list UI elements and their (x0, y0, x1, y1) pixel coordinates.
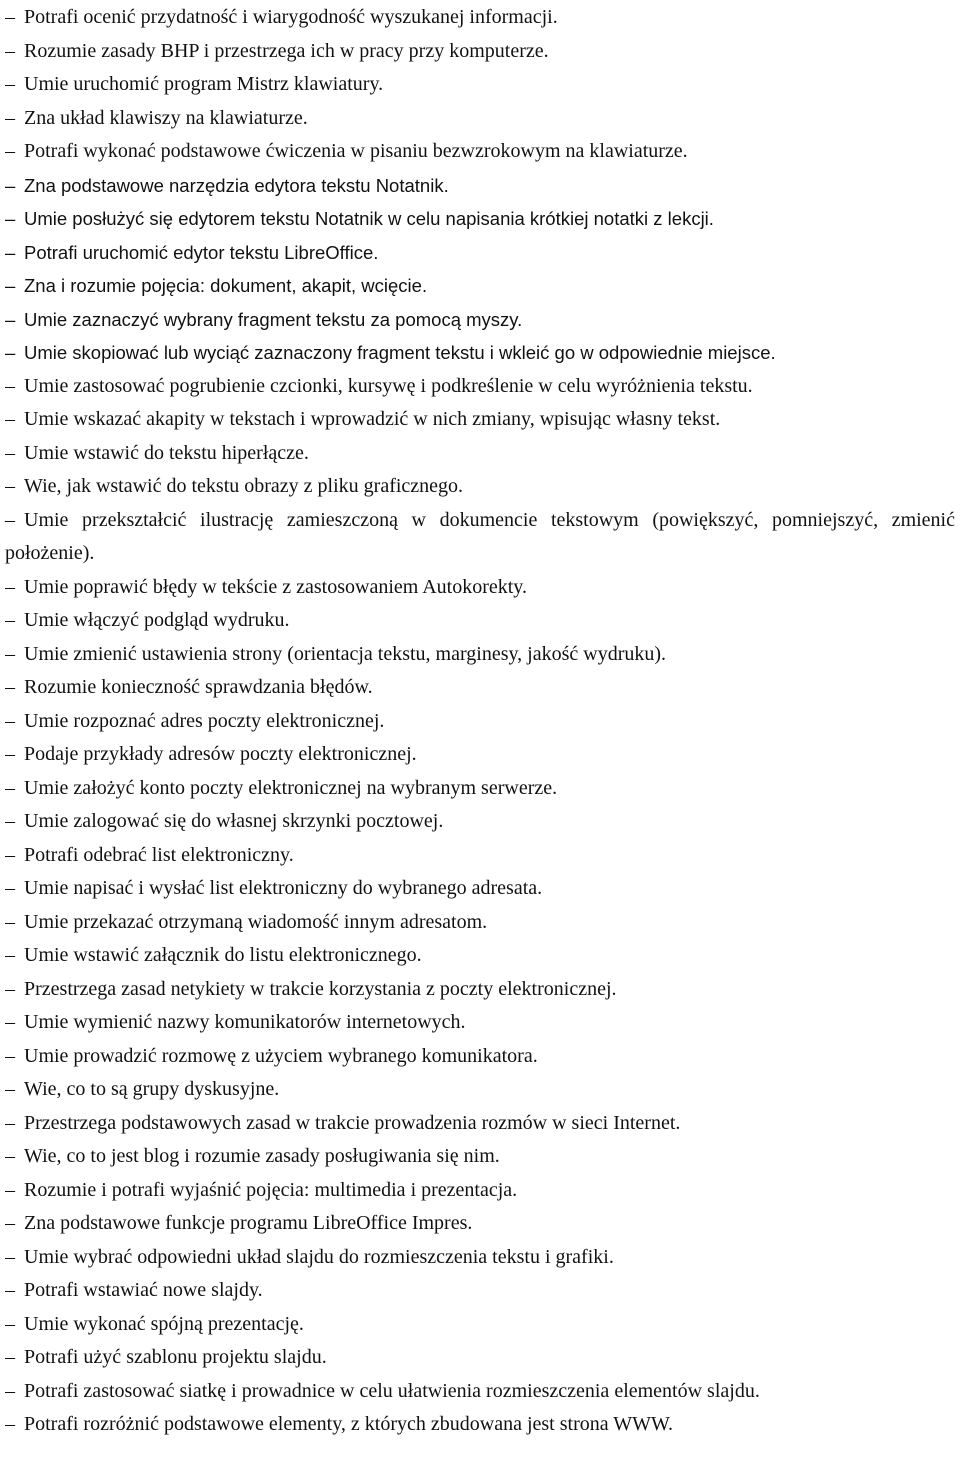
dash-bullet: – (5, 944, 15, 966)
list-item-text: Umie zmienić ustawienia strony (orientacja tekstu, marginesy, jakość wydruku). (24, 642, 667, 665)
list-item (5, 939, 955, 973)
dash-bullet: – (5, 241, 16, 263)
list-item (5, 1241, 955, 1275)
dash-bullet: – (5, 39, 15, 62)
list-item (5, 1274, 955, 1308)
list-item-text: Umie włączyć podgląd wydruku. (24, 609, 290, 631)
list-item (5, 269, 955, 303)
list-item (5, 336, 955, 370)
list-item-text: Wie, jak wstawić do tekstu obrazy z pliku graficznego. (24, 475, 464, 497)
list-item (5, 805, 955, 839)
dash-bullet: – (5, 1011, 15, 1033)
dash-bullet: – (5, 208, 16, 229)
list-item-text: Umie wskazać akapity w tekstach i wprowadzić w nich zmiany, wpisując własny tekst. (24, 408, 721, 430)
list-item-text: Umie napisać i wysłać list elektroniczny do wybranego adresata. (24, 877, 543, 899)
list-item (5, 1, 955, 35)
list-item-text: Umie posłużyć się edytorem tekstu Notatnik w celu napisania krótkiej notatki z lekcji. (24, 208, 714, 229)
list-item (5, 1006, 955, 1040)
dash-bullet: – (5, 174, 16, 196)
list-item-text: Umie przekształcić ilustrację zamieszczoną w dokumencie tekstowym (powiększyć, pomniejszyć, zmienić położenie). (5, 508, 955, 564)
list-item-text: Zna podstawowe funkcje programu LibreOffice Impres. (24, 1212, 473, 1234)
list-item-text: Umie uruchomić program Mistrz klawiatury. (24, 73, 384, 95)
dash-bullet: – (5, 1145, 15, 1167)
list-item (5, 1375, 955, 1409)
list-item (5, 1341, 955, 1375)
list-item-text: Wie, co to jest blog i rozumie zasady posługiwania się nim. (24, 1145, 500, 1167)
list-item-text: Umie poprawić błędy w tekście z zastosowaniem Autokorekty. (24, 575, 528, 598)
list-item-text: Potrafi uruchomić edytor tekstu LibreOffice. (24, 241, 379, 263)
dash-bullet: – (5, 609, 15, 631)
dash-bullet: – (5, 441, 15, 464)
list-item-text: Potrafi wykonać podstawowe ćwiczenia w pisaniu bezwzrokowym na klawiaturze. (24, 140, 688, 162)
list-item (5, 638, 955, 672)
dash-bullet: – (5, 408, 15, 430)
dash-bullet: – (5, 843, 15, 866)
list-item (5, 1207, 955, 1241)
dash-bullet: – (5, 6, 15, 28)
list-item (5, 68, 955, 102)
list-item-text: Potrafi odebrać list elektroniczny. (24, 843, 294, 866)
list-item-text: Umie skopiować lub wyciąć zaznaczony fragment tekstu i wkleić go w odpowiednie miejsce. (24, 342, 776, 363)
list-item (5, 236, 955, 270)
dash-bullet: – (5, 676, 15, 698)
list-item (5, 772, 955, 806)
list-item-text: Umie rozpoznać adres poczty elektronicznej. (24, 709, 385, 732)
list-item (5, 504, 955, 571)
list-item (5, 1174, 955, 1208)
dash-bullet: – (5, 709, 15, 732)
dash-bullet: – (5, 106, 15, 129)
dash-bullet: – (5, 1111, 15, 1134)
list-item-text: Podaje przykłady adresów poczty elektronicznej. (24, 743, 417, 765)
list-item (5, 370, 955, 404)
list-item (5, 671, 955, 705)
dash-bullet: – (5, 1245, 15, 1268)
list-item-text: Umie wybrać odpowiedni układ slajdu do rozmieszczenia tekstu i grafiki. (24, 1245, 614, 1268)
list-item (5, 102, 955, 136)
list-item-text: Umie zalogować się do własnej skrzynki pocztowej. (24, 810, 444, 832)
dash-bullet: – (5, 508, 15, 531)
list-item (5, 872, 955, 906)
list-item-text: Wie, co to są grupy dyskusyjne. (24, 1078, 280, 1100)
dash-bullet: – (5, 1044, 15, 1067)
list-item-text: Umie przekazać otrzymaną wiadomość innym adresatom. (24, 910, 488, 933)
dash-bullet: – (5, 877, 15, 899)
list-item-text: Zna i rozumie pojęcia: dokument, akapit, wcięcie. (24, 275, 428, 296)
list-item (5, 135, 955, 169)
list-item-text: Umie wstawić do tekstu hiperłącze. (24, 441, 309, 464)
list-item (5, 738, 955, 772)
list-item (5, 1040, 955, 1074)
dash-bullet: – (5, 810, 15, 832)
list-item (5, 437, 955, 471)
list-item (5, 1140, 955, 1174)
dash-bullet: – (5, 275, 16, 296)
list-item-text: Przestrzega podstawowych zasad w trakcie prowadzenia rozmów w sieci Internet. (24, 1111, 681, 1134)
list-item (5, 303, 955, 337)
dash-bullet: – (5, 776, 15, 799)
list-item (5, 1408, 955, 1442)
list-item-text: Potrafi użyć szablonu projektu slajdu. (24, 1346, 327, 1368)
dash-bullet: – (5, 642, 15, 665)
list-item (5, 1107, 955, 1141)
list-item (5, 571, 955, 605)
list-item-text: Umie wykonać spójną prezentację. (24, 1312, 304, 1335)
dash-bullet: – (5, 1346, 15, 1368)
list-item-text: Umie zastosować pogrubienie czcionki, kursywę i podkreślenie w celu wyróżnienia tekstu. (24, 374, 753, 397)
dash-bullet: – (5, 308, 16, 330)
dash-bullet: – (5, 475, 15, 497)
list-item (5, 973, 955, 1007)
document-page (5, 1, 955, 1442)
list-item (5, 169, 955, 203)
dash-bullet: – (5, 910, 15, 933)
list-item (5, 202, 955, 236)
list-item-text: Zna układ klawiszy na klawiaturze. (24, 106, 308, 129)
dash-bullet: – (5, 1379, 15, 1402)
list-item (5, 839, 955, 873)
list-item (5, 906, 955, 940)
dash-bullet: – (5, 1212, 15, 1234)
list-item (5, 403, 955, 437)
dash-bullet: – (5, 743, 15, 765)
list-item-text: Rozumie konieczność sprawdzania błędów. (24, 676, 373, 698)
dash-bullet: – (5, 73, 15, 95)
list-item-text: Umie wstawić załącznik do listu elektronicznego. (24, 944, 422, 966)
list-item-text: Przestrzega zasad netykiety w trakcie korzystania z poczty elektronicznej. (24, 977, 617, 1000)
dash-bullet: – (5, 140, 15, 162)
dash-bullet: – (5, 374, 15, 397)
list-item-text: Potrafi wstawiać nowe slajdy. (24, 1279, 263, 1301)
dash-bullet: – (5, 1078, 15, 1100)
list-item-text: Zna podstawowe narzędzia edytora tekstu Notatnik. (24, 174, 449, 196)
list-item (5, 604, 955, 638)
list-item-text: Umie zaznaczyć wybrany fragment tekstu za pomocą myszy. (24, 308, 523, 330)
dash-bullet: – (5, 1178, 15, 1201)
dash-bullet: – (5, 1312, 15, 1335)
list-item (5, 1073, 955, 1107)
list-item (5, 35, 955, 69)
list-item-text: Umie wymienić nazwy komunikatorów internetowych. (24, 1011, 466, 1033)
dash-bullet: – (5, 977, 15, 1000)
list-item (5, 705, 955, 739)
list-item-text: Potrafi rozróżnić podstawowe elementy, z których zbudowana jest strona WWW. (24, 1413, 674, 1435)
list-item-text: Umie założyć konto poczty elektronicznej na wybranym serwerze. (24, 776, 558, 799)
list-item-text: Rozumie zasady BHP i przestrzega ich w pracy przy komputerze. (24, 39, 549, 62)
list-item (5, 1308, 955, 1342)
dash-bullet: – (5, 1279, 15, 1301)
dash-bullet: – (5, 575, 15, 598)
list-item-text: Umie prowadzić rozmowę z użyciem wybranego komunikatora. (24, 1044, 538, 1067)
list-item-text: Rozumie i potrafi wyjaśnić pojęcia: multimedia i prezentacja. (24, 1178, 518, 1201)
list-item (5, 470, 955, 504)
dash-bullet: – (5, 1413, 15, 1435)
list-item-text: Potrafi ocenić przydatność i wiarygodność wyszukanej informacji. (24, 6, 558, 28)
dash-bullet: – (5, 342, 16, 363)
list-item-text: Potrafi zastosować siatkę i prowadnice w celu ułatwienia rozmieszczenia elementów slajdu. (24, 1379, 760, 1402)
